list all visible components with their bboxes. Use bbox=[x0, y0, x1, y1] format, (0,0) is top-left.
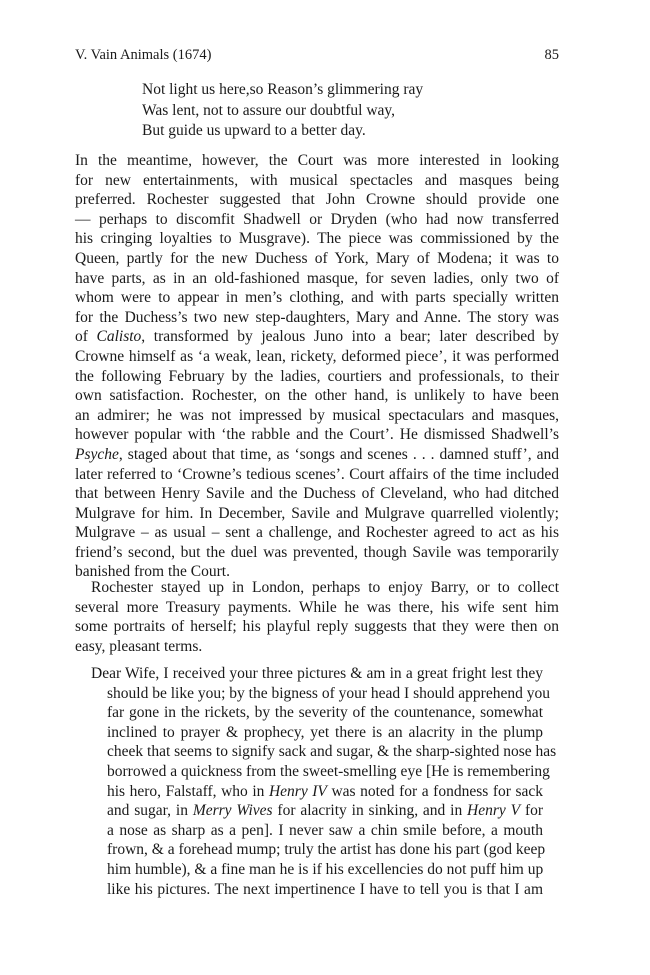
text-run: preferred. Rochester suggested that John Crowne should provide one bbox=[75, 191, 559, 209]
text-run: banished from the Court. bbox=[75, 563, 230, 581]
text-run: and sugar, in bbox=[107, 802, 193, 820]
text-run: Crowne himself as ‘a weak, lean, rickety, deformed piece’, it was performed bbox=[75, 347, 559, 365]
italic-title: Henry V bbox=[467, 802, 521, 820]
text-line bbox=[75, 523, 559, 543]
text-run: the following February by the ladies, courtiers and professionals, to their bbox=[75, 367, 559, 385]
text-line bbox=[91, 742, 557, 762]
text-run: later referred to ‘Crowne’s tedious scenes’. Court affairs of the time included bbox=[75, 465, 559, 483]
italic-title: Merry Wives bbox=[192, 802, 273, 820]
text-run: for the Duchess’s two new step-daughters, Mary and Anne. The story was bbox=[75, 308, 559, 326]
text-run: for bbox=[520, 802, 544, 820]
text-line bbox=[75, 543, 559, 563]
text-run: whom were to appear in men’s clothing, and with parts specially written bbox=[75, 289, 559, 307]
text-line bbox=[75, 425, 559, 445]
text-line bbox=[75, 406, 559, 426]
text-run: of bbox=[75, 328, 97, 346]
text-run: In the meantime, however, the Court was more interested in looking bbox=[75, 152, 559, 169]
text-run: Queen, partly for the new Duchess of York, Mary of Modena; it was to bbox=[75, 249, 559, 267]
text-run: should be like you; by the bigness of your head I should apprehend you bbox=[107, 684, 550, 702]
text-run: some portraits of herself; his playful reply suggests that they were then on bbox=[75, 618, 559, 636]
italic-title: Psyche bbox=[75, 445, 119, 463]
text-run: like his pictures. The next impertinence I have to tell you is that I am bbox=[107, 880, 543, 898]
text-run: for alacrity in sinking, and in bbox=[272, 802, 468, 820]
verse-quotation bbox=[142, 80, 423, 142]
text-run: for new entertainments, with musical spectacles and masques being bbox=[75, 171, 559, 189]
text-line bbox=[75, 308, 559, 328]
text-run: easy, pleasant terms. bbox=[75, 637, 203, 655]
italic-title: Henry IV bbox=[268, 782, 327, 800]
text-run: own satisfaction. Rochester, on the other hand, is unlikely to have been bbox=[75, 387, 559, 405]
text-line bbox=[91, 840, 546, 860]
text-line bbox=[91, 782, 543, 802]
text-run: Mulgrave – as usual – sent a challenge, and Rochester agreed to act as his bbox=[75, 524, 559, 542]
text-line bbox=[75, 637, 559, 657]
text-run: Mulgrave for him. In December, Savile and Mulgrave quarrelled violently; bbox=[75, 504, 559, 522]
text-run: his cringing loyalties to Musgrave). The piece was commissioned by the bbox=[75, 230, 559, 248]
text-run: however popular with ‘the rabble and the Court’. He dismissed Shadwell’s bbox=[75, 426, 559, 444]
text-run: inclined to prayer & prophecy, yet there is an alacrity in the plump bbox=[107, 723, 543, 741]
text-run: several more Treasury payments. While he was there, his wife sent him bbox=[75, 598, 559, 616]
text-run: that between Henry Savile and the Duchess of Cleveland, who had ditched bbox=[75, 485, 559, 503]
text-line bbox=[75, 617, 559, 637]
text-line bbox=[91, 860, 543, 880]
text-run: — perhaps to discomfit Shadwell or Dryden (who had now transferred bbox=[75, 210, 559, 228]
text-run: Rochester stayed up in London, perhaps to enjoy Barry, or to collect bbox=[91, 579, 559, 596]
text-run: , transformed by jealous Juno into a bear; later described by bbox=[141, 328, 559, 346]
text-line bbox=[91, 703, 543, 723]
text-line bbox=[91, 723, 543, 743]
text-run: Dear Wife, I received your three pictures & am in a great fright lest they bbox=[91, 665, 543, 682]
text-line bbox=[75, 269, 559, 289]
text-run: , staged about that time, as ‘songs and scenes . . . damned stuff’, and bbox=[118, 445, 559, 463]
text-line bbox=[75, 229, 559, 249]
text-run: his hero, Falstaff, who in bbox=[107, 782, 269, 800]
text-line bbox=[75, 367, 559, 387]
text-line bbox=[75, 151, 559, 171]
text-line bbox=[75, 347, 559, 367]
text-line bbox=[75, 249, 559, 269]
text-line bbox=[75, 465, 559, 485]
text-run: him humble), & a fine man he is if his excellencies do not puff him up bbox=[107, 860, 544, 878]
text-run: have parts, as in an old-fashioned masque, for seven ladies, only two of bbox=[75, 269, 559, 287]
text-run: was noted for a fondness for sack bbox=[326, 782, 543, 800]
text-line bbox=[75, 171, 559, 191]
text-run: cheek that seems to signify sack and sugar, & the sharp-sighted nose has bbox=[107, 743, 557, 761]
verse-line: Was lent, not to assure our doubtful way, bbox=[142, 101, 396, 119]
text-line bbox=[75, 190, 559, 210]
paragraph-court-entertainments bbox=[75, 151, 559, 582]
text-line bbox=[91, 684, 550, 704]
text-run: far gone in the rickets, by the severity of the countenance, somewhat bbox=[107, 704, 543, 722]
text-run: frown, & a forehead mump; truly the artist has done his part (god keep bbox=[107, 841, 546, 859]
page-number: 85 bbox=[544, 47, 559, 63]
text-line bbox=[75, 210, 559, 230]
text-line bbox=[91, 801, 543, 821]
running-title: V. Vain Animals (1674) bbox=[75, 47, 212, 63]
text-line bbox=[91, 821, 543, 841]
text-line bbox=[75, 504, 559, 524]
text-line bbox=[75, 598, 559, 618]
text-line bbox=[91, 664, 543, 684]
running-header bbox=[75, 47, 559, 67]
letter-quotation bbox=[91, 664, 557, 899]
paragraph-rochester-in-london bbox=[75, 578, 559, 656]
text-run: borrowed a quickness from the sweet-smelling eye [He is remembering bbox=[107, 762, 550, 780]
verse-line: Not light us here,so Reason’s glimmering ray bbox=[142, 81, 424, 98]
text-line bbox=[75, 288, 559, 308]
text-line bbox=[75, 386, 559, 406]
text-line bbox=[91, 762, 550, 782]
text-run: an admirer; he was not impressed by musical spectaculars and masques, bbox=[75, 406, 559, 424]
text-run: a nose as sharp as a pen]. I never saw a chin smile before, a mouth bbox=[107, 821, 543, 839]
text-line bbox=[75, 484, 559, 504]
text-line bbox=[75, 578, 559, 598]
italic-title: Calisto bbox=[96, 328, 142, 346]
text-line bbox=[75, 327, 559, 347]
text-run: friend’s second, but the duel was prevented, though Savile was temporarily bbox=[75, 543, 559, 561]
text-line bbox=[75, 445, 559, 465]
text-line bbox=[91, 880, 543, 900]
verse-line: But guide us upward to a better day. bbox=[142, 122, 366, 139]
